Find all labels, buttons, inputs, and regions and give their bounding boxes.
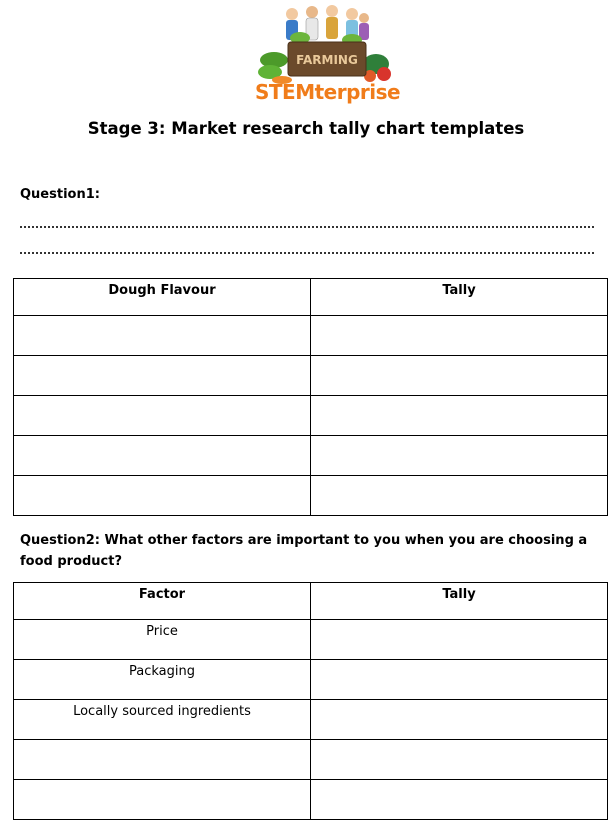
table-row: [14, 660, 608, 700]
flavour-cell[interactable]: [14, 396, 311, 436]
tally-cell[interactable]: [311, 476, 608, 516]
tally-cell[interactable]: [311, 780, 608, 820]
factor-cell[interactable]: [14, 780, 311, 820]
column-header-tally: Tally: [311, 583, 608, 620]
table-row: [14, 316, 608, 356]
tally-cell[interactable]: [311, 700, 608, 740]
column-header-dough-flavour: Dough Flavour: [14, 279, 311, 316]
answer-line-2[interactable]: [20, 252, 594, 254]
column-header-tally: Tally: [311, 279, 608, 316]
logo-brand-text: STEMterprise: [255, 80, 401, 104]
logo-sign-text: FARMING: [296, 53, 358, 67]
flavour-cell[interactable]: [14, 316, 311, 356]
tally-cell[interactable]: [311, 620, 608, 660]
answer-line-1[interactable]: [20, 226, 594, 228]
factor-cell-packaging: Packaging: [14, 660, 311, 700]
question2-label: Question2: What other factors are important to you when you are choosing a food product?: [20, 533, 588, 569]
tally-cell[interactable]: [311, 436, 608, 476]
column-header-factor: Factor: [14, 583, 311, 620]
flavour-cell[interactable]: [14, 356, 311, 396]
table-row: [14, 780, 608, 820]
table-row: [14, 700, 608, 740]
table-row: [14, 620, 608, 660]
tally-cell[interactable]: [311, 316, 608, 356]
table-row: [14, 476, 608, 516]
table-row: [14, 396, 608, 436]
dough-flavour-tally-table: [13, 278, 608, 516]
tally-cell[interactable]: [311, 660, 608, 700]
factor-cell-locally-sourced: Locally sourced ingredients: [14, 700, 311, 740]
table-row: [14, 436, 608, 476]
question1-label: Question1:: [20, 187, 100, 202]
flavour-cell[interactable]: [14, 436, 311, 476]
factor-cell-price: Price: [14, 620, 311, 660]
tally-cell[interactable]: [311, 356, 608, 396]
tally-cell[interactable]: [311, 740, 608, 780]
flavour-cell[interactable]: [14, 476, 311, 516]
table-row: [14, 356, 608, 396]
factor-cell[interactable]: [14, 740, 311, 780]
factor-tally-table: [13, 582, 608, 820]
page-title: Stage 3: Market research tally chart templates: [87, 119, 525, 138]
tally-cell[interactable]: [311, 396, 608, 436]
table-row: [14, 740, 608, 780]
